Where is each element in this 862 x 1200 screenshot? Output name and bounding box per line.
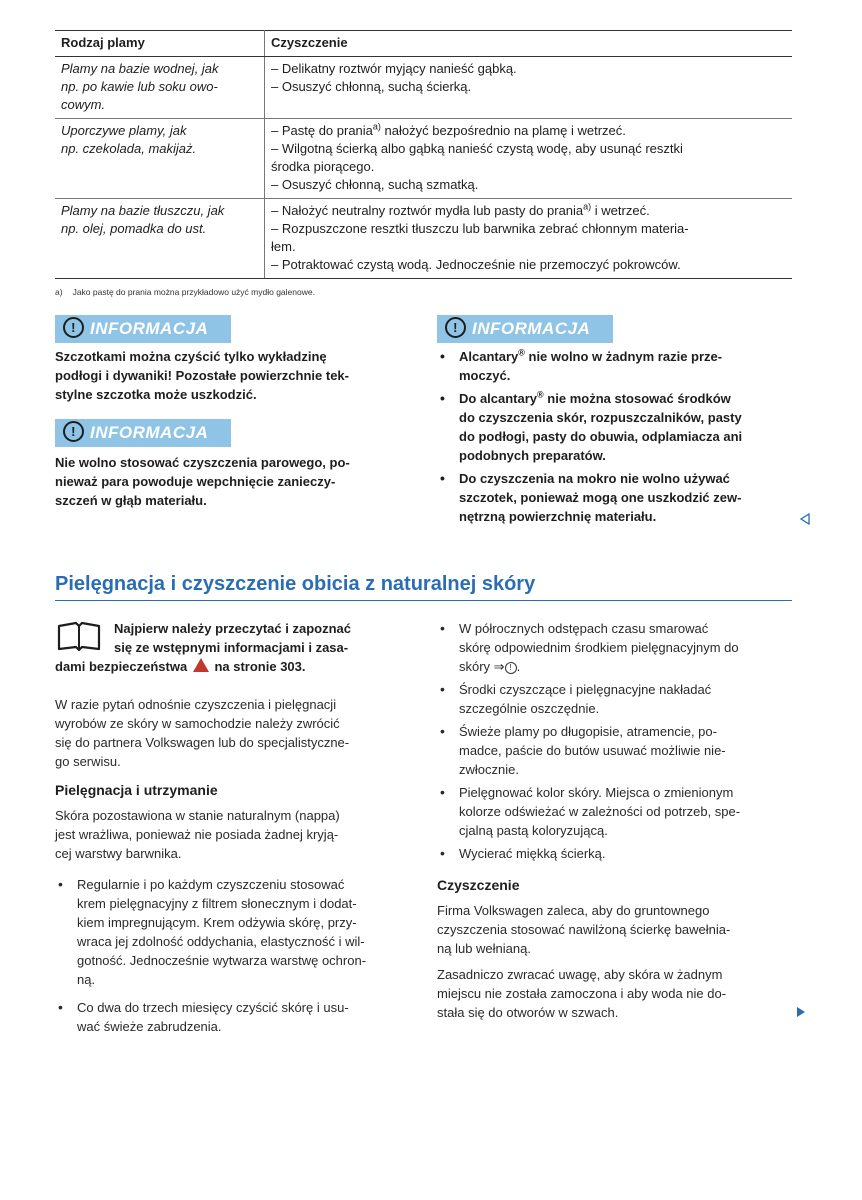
table-header-row — [55, 31, 792, 57]
exclamation-circle-icon: ! — [63, 317, 84, 338]
table-row — [55, 199, 792, 279]
list-item: • Świeże plamy po długopisie, atramencie, po- madce, paście do butów usuwać możliwie nie- zwłocznie. — [437, 722, 797, 779]
stain-type-cell: Plamy na bazie tłuszczu, jak np. olej, pomadka do ust. — [55, 199, 265, 279]
list-item: • Środki czyszczące i pielęgnacyjne nakładać szczególnie oszczędnie. — [437, 680, 797, 718]
exclamation-circle-small-icon: ! — [505, 662, 517, 674]
safety-warning: Najpierw należy przeczytać i zapoznać się ze wstępnymi informacjami i zasa- dami bezpieczeństwa na stronie 303. — [55, 621, 351, 674]
info-text-steam: Nie wolno stosować czyszczenia parowego, po- nieważ para powoduje wepchnięcie zanieczy- szczeń w głąb materiału. — [55, 455, 350, 508]
alcantara-info-list — [437, 347, 797, 530]
list-item: • Alcantary® nie wolno w żadnym razie prze- moczyć. — [437, 347, 797, 385]
footnote-ref: a) — [583, 201, 592, 212]
exclamation-circle-icon: ! — [63, 421, 84, 442]
list-item: • Regularnie i po każdym czyszczeniu stosować krem pielęgnacyjny z filtrem słonecznym i dodat- kiem impregnującym. Krem odżywia skórę, przy- wraca jej zdolność oddychania, elastyczność i wil- gotność. Jednocześnie wytwarza warstwę ochron- ną. — [55, 875, 410, 989]
cleaning-heading: Czyszczenie — [437, 877, 520, 893]
care-list-right — [437, 619, 797, 867]
next-triangle-icon — [796, 1006, 806, 1018]
warning-triangle-icon — [193, 658, 209, 672]
info-text-brushes: Szczotkami można czyścić tylko wykładzinę podłogi i dywaniki! Pozostałe powierzchnie tek- stylne szczotka może uszkodzić. — [55, 349, 349, 402]
list-item: • Co dwa do trzech miesięcy czyścić skórę i usu- wać świeże zabrudzenia. — [55, 998, 410, 1036]
cleaning-cell: – Nałożyć neutralny roztwór mydła lub pasty do prania$^{a)}$ i wetrzeć. – Rozpuszczone resztki tłuszczu lub barwnika zebrać chłonnym materia- łem. – Potraktować czystą wodą. Jednocześnie nie przemoczyć pokrowców. — [265, 199, 793, 279]
column-header-stain-type: Rodzaj plamy — [55, 31, 265, 57]
info-badge: ! INFORMACJA — [437, 315, 613, 343]
section-title: Pielęgnacja i czyszczenie obicia z naturalnej skóry — [55, 573, 536, 595]
cleaning-paragraph-2: Zasadniczo zwracać uwagę, aby skóra w żadnym miejscu nie została zamoczona i aby woda nie do- stała się do otworów w szwach. — [437, 967, 727, 1020]
cleaning-cell: – Delikatny roztwór myjący nanieść gąbką. – Osuszyć chłonną, suchą ścierką. — [265, 57, 793, 119]
cleaning-paragraph-1: Firma Volkswagen zaleca, aby do gruntownego czyszczenia stosować nawilżoną ścierkę bawełnia- ną lub wełnianą. — [437, 903, 731, 956]
info-badge: ! INFORMACJA — [55, 419, 231, 447]
care-heading: Pielęgnacja i utrzymanie — [55, 782, 218, 798]
table-row — [55, 119, 792, 199]
stain-cleaning-table — [55, 30, 792, 279]
list-item: • Wycierać miękką ścierką. — [437, 844, 797, 863]
care-list — [55, 875, 410, 1040]
exclamation-circle-icon: ! — [445, 317, 466, 338]
stain-type-cell: Uporczywe plamy, jak np. czekolada, makijaż. — [55, 119, 265, 199]
intro-paragraph: W razie pytań odnośnie czyszczenia i pielęgnacji wyrobów ze skóry w samochodzie należy zwrócić się do partnera Volkswagen lub do specjalistyczne- go serwisu. — [55, 697, 350, 769]
footnote-ref: a) — [372, 121, 381, 132]
list-item: • Do alcantary® nie można stosować środków do czyszczenia skór, rozpuszczalników, pasty do podłogi, pasty do obuwia, odplamiacza ani podobnych preparatów. — [437, 389, 797, 465]
section-divider — [55, 600, 792, 601]
back-triangle-icon — [800, 513, 810, 525]
list-item: • Pielęgnować kolor skóry. Miejsca o zmienionym kolorze odświeżać w zależności od potrzeb, spe- cjalną pastą koloryzującą. — [437, 783, 797, 840]
info-badge: ! INFORMACJA — [55, 315, 231, 343]
stain-type-cell: Plamy na bazie wodnej, jak np. po kawie lub soku owo- cowym. — [55, 57, 265, 119]
list-item: • W półrocznych odstępach czasu smarować skórę odpowiednim środkiem pielęgnacyjnym do skóry ⇒ ! . — [437, 619, 797, 676]
table-footnote: a) Jako pastę do prania można przykładowo użyć mydło galenowe. — [55, 287, 315, 297]
care-paragraph: Skóra pozostawiona w stanie naturalnym (nappa) jest wrażliwa, ponieważ nie posiada żadnej kryją- cej warstwy barwnika. — [55, 808, 340, 861]
list-item: • Do czyszczenia na mokro nie wolno używać szczotek, ponieważ mogą one uszkodzić zew- nętrzną powierzchnię materiału. — [437, 469, 797, 526]
table-row — [55, 57, 792, 119]
column-header-cleaning: Czyszczenie — [265, 31, 793, 57]
cleaning-cell: – Pastę do prania$^{a)}$ nałożyć bezpośrednio na plamę i wetrzeć. – Wilgotną ścierką albo gąbką nanieść czystą wodę, aby usunąć resztki środka piorącego. – Osuszyć chłonną, suchą szmatką. — [265, 119, 793, 199]
